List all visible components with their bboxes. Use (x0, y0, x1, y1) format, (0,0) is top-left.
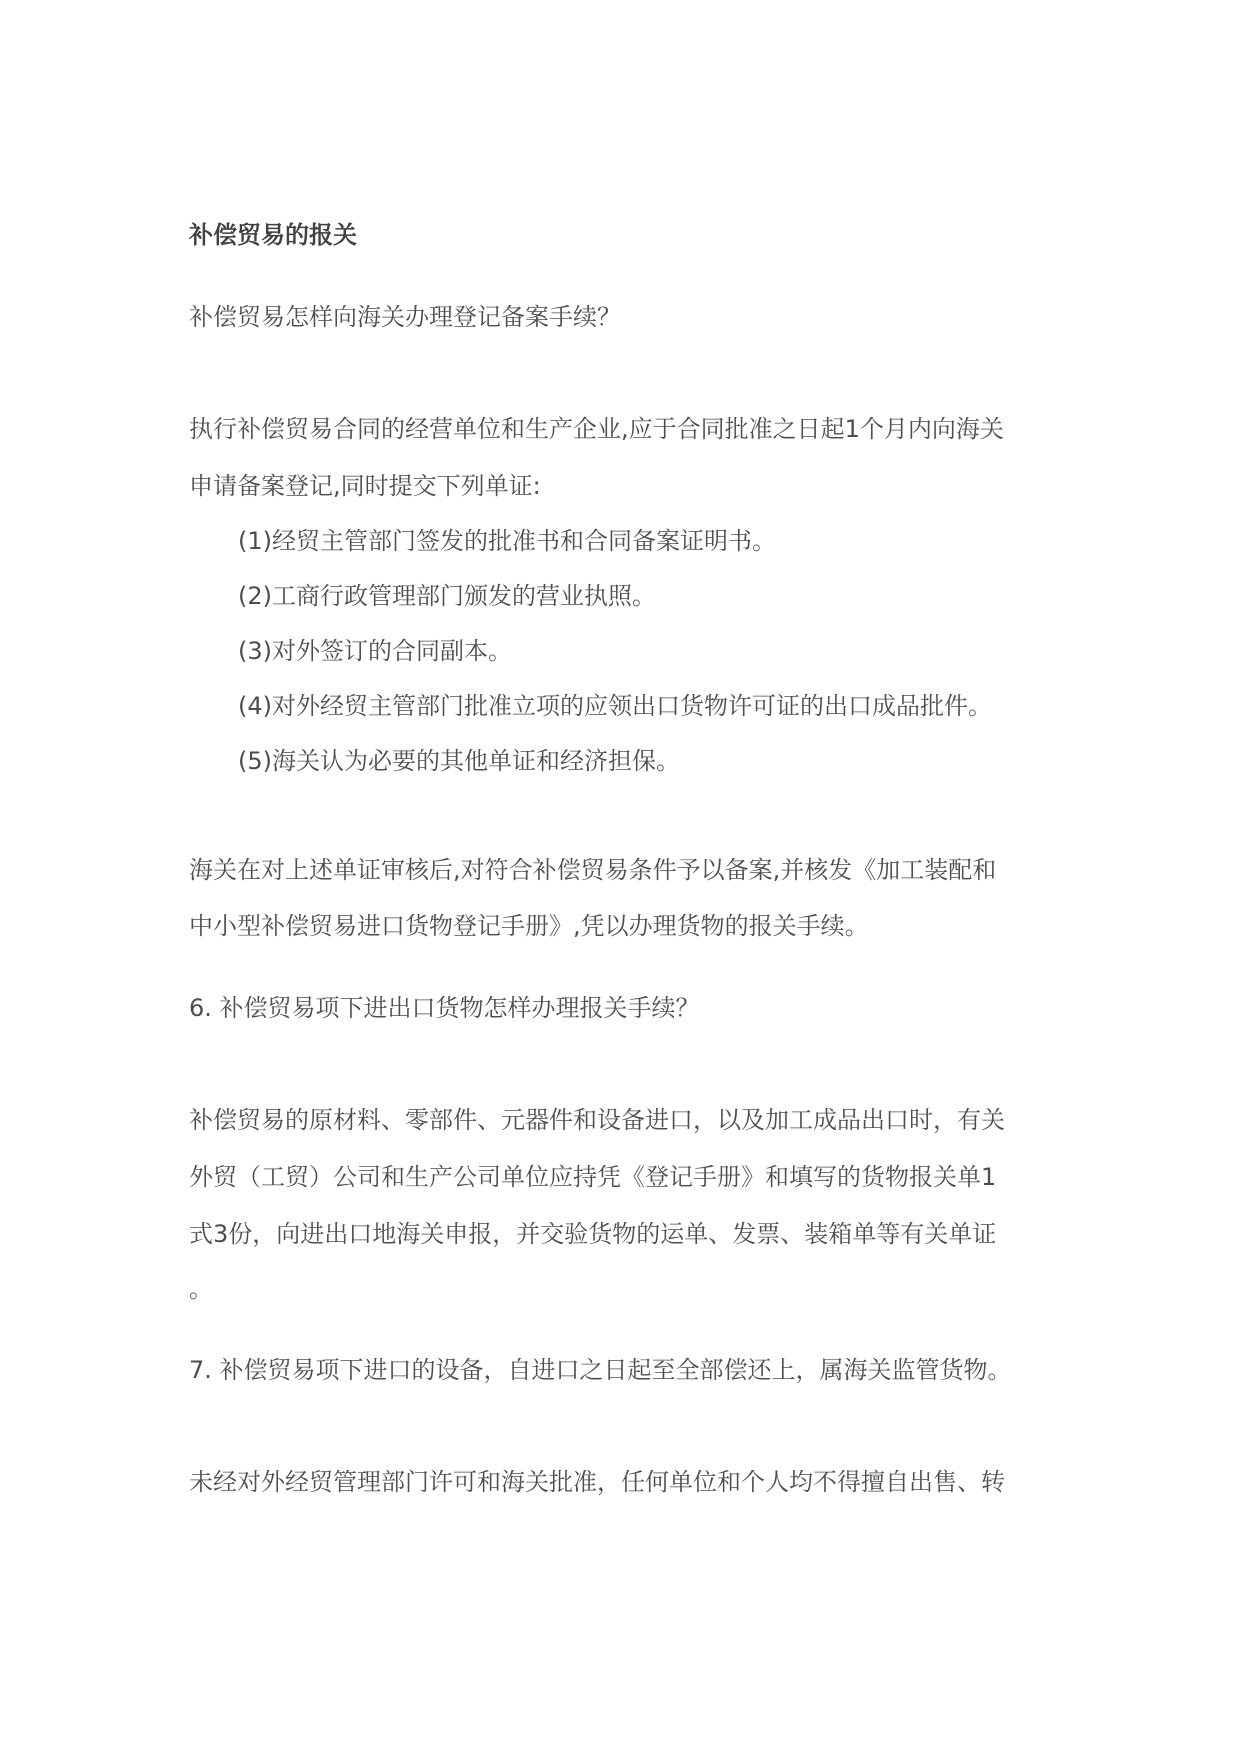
paragraph-3-line-2: 外贸（工贸）公司和生产公司单位应持凭《登记手册》和填写的货物报关单1 (189, 1163, 997, 1191)
paragraph-3-line-4: 。 (189, 1275, 213, 1303)
paragraph-1-line-2: 申请备案登记,同时提交下列单证: (189, 472, 541, 500)
question-7: 7. 补偿贸易项下进口的设备，自进口之日起至全部偿还上，属海关监管货物。 (189, 1356, 1012, 1384)
list-item-3: (3)对外签订的合同副本。 (238, 637, 512, 665)
paragraph-2-line-1: 海关在对上述单证审核后,对符合补偿贸易条件予以备案,并核发《加工装配和 (189, 856, 997, 884)
document-title: 补偿贸易的报关 (189, 221, 357, 249)
question-1: 补偿贸易怎样向海关办理登记备案手续？ (189, 303, 621, 331)
paragraph-2-line-2: 中小型补偿贸易进口货物登记手册》,凭以办理货物的报关手续。 (189, 912, 869, 940)
paragraph-4-line-1: 未经对外经贸管理部门许可和海关批准，任何单位和个人均不得擅自出售、转 (189, 1468, 1005, 1496)
paragraph-3-line-3: 式3份，向进出口地海关申报，并交验货物的运单、发票、装箱单等有关单证 (189, 1220, 997, 1248)
question-6: 6. 补偿贸易项下进出口货物怎样办理报关手续？ (189, 994, 700, 1022)
list-item-2: (2)工商行政管理部门颁发的营业执照。 (238, 582, 656, 610)
list-item-4: (4)对外经贸主管部门批准立项的应领出口货物许可证的出口成品批件。 (238, 692, 992, 720)
list-item-1: (1)经贸主管部门签发的批准书和合同备案证明书。 (238, 527, 776, 555)
list-item-5: (5)海关认为必要的其他单证和经济担保。 (238, 747, 680, 775)
paragraph-1-line-1: 执行补偿贸易合同的经营单位和生产企业,应于合同批准之日起1个月内向海关 (189, 415, 1004, 443)
paragraph-3-line-1: 补偿贸易的原材料、零部件、元器件和设备进口，以及加工成品出口时，有关 (189, 1106, 1005, 1134)
